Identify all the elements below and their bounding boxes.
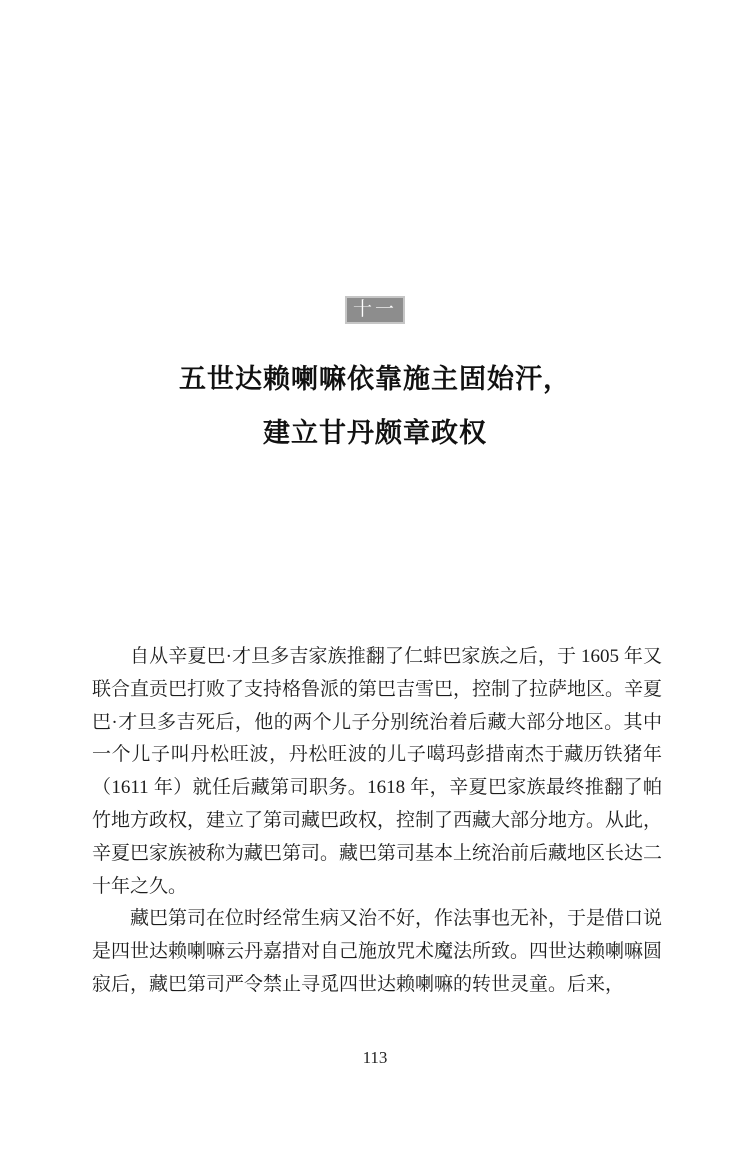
chapter-title-line-2: 建立甘丹颇章政权 xyxy=(263,418,487,449)
chapter-title-line-1: 五世达赖喇嘛依靠施主固始汗， xyxy=(179,364,571,395)
page-number: 113 xyxy=(362,1048,388,1067)
paragraph-2: 藏巴第司在位时经常生病又治不好，作法事也无补，于是借口说是四世达赖喇嘛云丹嘉措对自己施放咒术魔法所致。四世达赖喇嘛圆寂后，藏巴第司严令禁止寻觅四世达赖喇嘛的转世灵童。后来， xyxy=(92,908,663,995)
chapter-number-badge: 十一 xyxy=(345,296,405,324)
body-text xyxy=(92,641,662,1002)
chapter-title xyxy=(0,352,750,460)
paragraph-1: 自从辛夏巴·才旦多吉家族推翻了仁蚌巴家族之后，于 1605 年又联合直贡巴打败了支持格鲁派的第巴吉雪巴，控制了拉萨地区。辛夏巴·才旦多吉死后，他的两个儿子分别统治着后藏大部分地区。其中一个儿子叫丹松旺波，丹松旺波的儿子噶玛彭措南杰于藏历铁猪年（1611 年）就任后藏第司职务。1618 年，辛夏巴家族最终推翻了帕竹地方政权，建立了第司藏巴政权，控制了西藏大部分地方。从此，辛夏巴家族被称为藏巴第司。藏巴第司基本上统治前后藏地区长达二十年之久。 xyxy=(92,646,663,897)
